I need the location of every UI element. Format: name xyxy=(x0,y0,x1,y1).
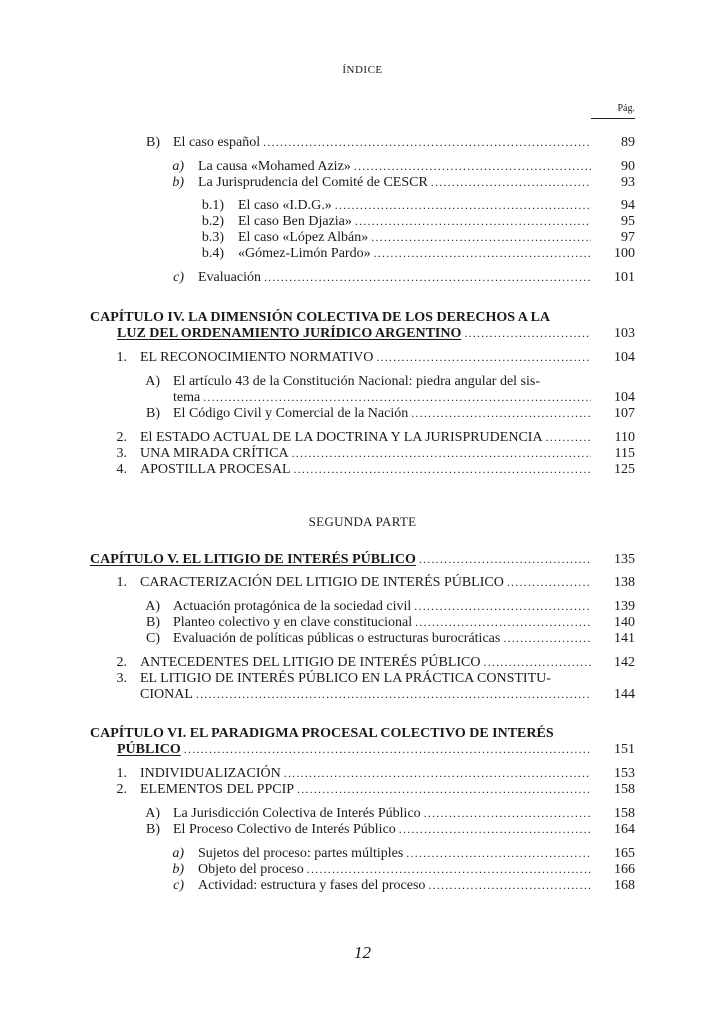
toc-entry-row xyxy=(198,174,593,191)
toc-entry xyxy=(0,877,725,894)
page-header: ÍNDICE xyxy=(342,64,383,76)
leader-dots xyxy=(184,741,591,758)
toc-entry-row xyxy=(173,614,593,631)
toc-entry-row xyxy=(173,805,593,822)
toc-entry-row xyxy=(198,158,593,175)
toc-entry-page: 168 xyxy=(614,878,635,893)
toc-entry-row xyxy=(117,741,593,758)
toc-entry-row xyxy=(173,630,593,647)
toc-entry-page: 142 xyxy=(614,655,635,670)
toc-entry-row xyxy=(198,845,593,862)
toc-entry-number: B) xyxy=(146,135,160,150)
toc-entry-number: 2. xyxy=(116,430,127,445)
toc-entry-row xyxy=(140,429,593,446)
leader-dots xyxy=(335,197,591,214)
toc-entry-row xyxy=(173,405,593,422)
toc-entry-text: La Jurisprudencia del Comité de CESCR xyxy=(198,175,428,190)
toc-entry-text: ELEMENTOS DEL PPCIP xyxy=(140,782,295,797)
leader-dots xyxy=(406,845,591,862)
toc-entry xyxy=(0,821,725,838)
page-column-rule xyxy=(591,118,635,119)
toc-entry-row xyxy=(117,325,593,342)
toc-entry-text-line1: EL LITIGIO DE INTERÉS PÚBLICO EN LA PRÁCTICA CONSTITU- xyxy=(140,671,551,686)
toc-entry xyxy=(0,861,725,878)
toc-entry-text: El Código Civil y Comercial de la Nación xyxy=(173,406,409,421)
toc-entry-page: 95 xyxy=(621,214,635,229)
toc-entry-text: Evaluación xyxy=(198,270,261,285)
toc-entry-page: 104 xyxy=(614,390,635,405)
toc-entry-number: B) xyxy=(146,615,160,630)
leader-dots xyxy=(263,134,591,151)
toc-entry-number: b) xyxy=(172,862,184,877)
leader-dots xyxy=(431,174,591,191)
toc-entry-page: 94 xyxy=(621,198,635,213)
chapter-heading-text: PÚBLICO xyxy=(117,742,181,757)
toc-entry-text: Planteo colectivo y en clave constitucional xyxy=(173,615,413,630)
toc-entry-row xyxy=(173,598,593,615)
leader-dots xyxy=(424,805,591,822)
toc-entry-row xyxy=(198,877,593,894)
toc-entry-number: 1. xyxy=(116,350,127,365)
toc-entry-page: 89 xyxy=(621,135,635,150)
toc-entry-number: b.2) xyxy=(201,214,224,229)
toc-entry-row xyxy=(238,197,593,214)
leader-dots xyxy=(292,445,591,462)
toc-entry xyxy=(0,229,725,246)
toc-entry xyxy=(0,349,725,366)
leader-dots xyxy=(411,405,591,422)
toc-entry-line1 xyxy=(0,373,725,390)
toc-entry-page: 165 xyxy=(614,846,635,861)
toc-entry-text: La causa «Mohamed Aziz» xyxy=(198,159,351,174)
toc-entry-row xyxy=(140,574,593,591)
toc-entry-number: a) xyxy=(172,846,184,861)
toc-entry xyxy=(0,598,725,615)
leader-dots xyxy=(355,213,591,230)
leader-dots xyxy=(399,821,591,838)
toc-entry-page: 140 xyxy=(614,615,635,630)
part-title: SEGUNDA PARTE xyxy=(308,514,417,529)
toc-entry-page: 97 xyxy=(621,230,635,245)
toc-entry-page: 139 xyxy=(614,599,635,614)
toc-entry xyxy=(0,686,725,703)
toc-entry-text: El caso Ben Djazia» xyxy=(238,214,352,229)
toc-entry-number: C) xyxy=(146,631,160,646)
toc-entry-page: 153 xyxy=(614,766,635,781)
page-number: 12 xyxy=(354,943,371,962)
toc-entry-text: APOSTILLA PROCESAL xyxy=(140,462,291,477)
leader-dots xyxy=(503,630,591,647)
leader-dots xyxy=(415,614,591,631)
toc-entry-page: 144 xyxy=(614,687,635,702)
toc-entry-text: El Proceso Colectivo de Interés Público xyxy=(173,822,396,837)
leader-dots xyxy=(284,765,591,782)
chapter-heading-text: CAPÍTULO V. EL LITIGIO DE INTERÉS PÚBLICO xyxy=(90,552,416,567)
toc-entry-number: A) xyxy=(145,599,160,614)
leader-dots xyxy=(196,686,591,703)
chapter-heading-line1: CAPÍTULO IV. LA DIMENSIÓN COLECTIVA DE LOS DERECHOS A LA xyxy=(90,310,551,325)
toc-entry-text: UNA MIRADA CRÍTICA xyxy=(140,446,289,461)
toc-entry-text: Actividad: estructura y fases del proceso xyxy=(198,878,426,893)
toc-entry xyxy=(0,461,725,478)
leader-dots xyxy=(264,269,591,286)
toc-entry-page: 107 xyxy=(614,406,635,421)
chapter-heading-text: LUZ DEL ORDENAMIENTO JURÍDICO ARGENTINO xyxy=(117,326,462,341)
toc-entry-text: ANTECEDENTES DEL LITIGIO DE INTERÉS PÚBLICO xyxy=(140,655,481,670)
toc-entry-page: 158 xyxy=(614,782,635,797)
toc-entry-row xyxy=(198,269,593,286)
toc-entry-number: 1. xyxy=(116,766,127,781)
toc-entry-page: 101 xyxy=(614,270,635,285)
toc-entry-text: Evaluación de políticas públicas o estructuras burocráticas xyxy=(173,631,501,646)
leader-dots xyxy=(484,654,592,671)
toc-entry-text: EL RECONOCIMIENTO NORMATIVO xyxy=(140,350,374,365)
leader-dots xyxy=(294,461,591,478)
toc-entry xyxy=(0,158,725,175)
page-column-label: Pág. xyxy=(617,103,635,114)
toc-entry-text: El caso español xyxy=(173,135,261,150)
leader-dots xyxy=(203,389,591,406)
toc-entry xyxy=(0,630,725,647)
toc-entry-number: B) xyxy=(146,822,160,837)
toc-entry-number: 3. xyxy=(116,446,127,461)
toc-entry-row xyxy=(140,445,593,462)
toc-entry-page: 110 xyxy=(614,430,635,445)
toc-entry-text: «Gómez-Limón Pardo» xyxy=(238,246,371,261)
toc-entry-number: c) xyxy=(173,878,184,893)
toc-entry xyxy=(0,389,725,406)
toc-entry xyxy=(0,134,725,151)
toc-entry-number: 1. xyxy=(116,575,127,590)
toc-entry xyxy=(0,551,725,568)
toc-entry xyxy=(0,781,725,798)
toc-entry-row xyxy=(90,551,593,568)
toc-entry xyxy=(0,325,725,342)
toc-entry-number: b.4) xyxy=(201,246,224,261)
toc-entry-text: tema xyxy=(173,390,201,405)
toc-entry-number: A) xyxy=(145,374,160,389)
toc-entry-number: b.1) xyxy=(201,198,224,213)
toc-entry-number: 3. xyxy=(116,671,127,686)
toc-entry-number: c) xyxy=(173,270,184,285)
leader-dots xyxy=(307,861,591,878)
toc-entry-page: 93 xyxy=(621,175,635,190)
toc-entry xyxy=(0,174,725,191)
toc-entry xyxy=(0,213,725,230)
toc-entry-page: 100 xyxy=(614,246,635,261)
toc-entry-row xyxy=(198,861,593,878)
toc-entry xyxy=(0,765,725,782)
toc-entry xyxy=(0,614,725,631)
toc-entry xyxy=(0,269,725,286)
leader-dots xyxy=(419,551,591,568)
toc-entry-number: 2. xyxy=(116,655,127,670)
toc-entry-row xyxy=(173,389,593,406)
toc-entry xyxy=(0,245,725,262)
toc-entry-text: La Jurisdicción Colectiva de Interés Público xyxy=(173,806,421,821)
toc-entry xyxy=(0,574,725,591)
toc-entry-number: A) xyxy=(145,806,160,821)
leader-dots xyxy=(428,877,591,894)
leader-dots xyxy=(354,158,591,175)
toc-entry-number: B) xyxy=(146,406,160,421)
toc-entry-row xyxy=(173,821,593,838)
toc-entry-row xyxy=(140,461,593,478)
leader-dots xyxy=(297,781,591,798)
leader-dots xyxy=(414,598,591,615)
toc-entry xyxy=(0,445,725,462)
leader-dots xyxy=(371,229,591,246)
toc-entry-row xyxy=(140,765,593,782)
toc-entry-number: 2. xyxy=(116,782,127,797)
toc-entry-text: El caso «I.D.G.» xyxy=(238,198,332,213)
toc-entry-text: CARACTERIZACIÓN DEL LITIGIO DE INTERÉS PÚBLICO xyxy=(140,575,504,590)
toc-entry-number: b.3) xyxy=(201,230,224,245)
toc-entry-page: 103 xyxy=(614,326,635,341)
toc-entry-page: 104 xyxy=(614,350,635,365)
toc-entry-page: 90 xyxy=(621,159,635,174)
toc-entry xyxy=(0,805,725,822)
toc-entry-text: El ESTADO ACTUAL DE LA DOCTRINA Y LA JURISPRUDENCIA xyxy=(140,430,543,445)
toc-entry-row xyxy=(238,229,593,246)
toc-entry-text: Objeto del proceso xyxy=(198,862,304,877)
toc-entry xyxy=(0,197,725,214)
toc-entry xyxy=(0,429,725,446)
toc-entry-page: 115 xyxy=(614,446,635,461)
toc-entry-page: 138 xyxy=(614,575,635,590)
toc-entry-line1 xyxy=(0,670,725,687)
toc-entry-row xyxy=(173,134,593,151)
toc-entry-row xyxy=(140,686,593,703)
toc-entry-page: 125 xyxy=(614,462,635,477)
toc-entry xyxy=(0,405,725,422)
toc-entry-row xyxy=(140,781,593,798)
toc-entry-page: 158 xyxy=(614,806,635,821)
leader-dots xyxy=(507,574,591,591)
toc-entry-number: b) xyxy=(172,175,184,190)
toc-entry-page: 166 xyxy=(614,862,635,877)
toc-entry-number: 4. xyxy=(116,462,127,477)
toc-entry-page: 135 xyxy=(614,552,635,567)
toc-entry-page: 164 xyxy=(614,822,635,837)
toc-entry-text: INDIVIDUALIZACIÓN xyxy=(140,766,281,781)
toc-entry-text: CIONAL xyxy=(140,687,193,702)
chapter-heading-line1: CAPÍTULO VI. EL PARADIGMA PROCESAL COLECTIVO DE INTERÉS xyxy=(90,726,554,741)
toc-entry-row xyxy=(140,349,593,366)
toc-entry xyxy=(0,845,725,862)
toc-entry-text: El caso «López Albán» xyxy=(238,230,369,245)
toc-entry xyxy=(0,741,725,758)
toc-entry-text-line1: El artículo 43 de la Constitución Nacional: piedra angular del sis- xyxy=(173,374,541,389)
toc-entry-page: 151 xyxy=(614,742,635,757)
leader-dots xyxy=(464,325,591,342)
leader-dots xyxy=(376,349,591,366)
toc-entry-row xyxy=(238,213,593,230)
toc-entry-row xyxy=(238,245,593,262)
toc-entry-text: Sujetos del proceso: partes múltiples xyxy=(198,846,404,861)
toc-entry xyxy=(0,654,725,671)
toc-entry-row xyxy=(140,654,593,671)
toc-entry-text: Actuación protagónica de la sociedad civil xyxy=(173,599,412,614)
toc-entry-number: a) xyxy=(172,159,184,174)
leader-dots xyxy=(374,245,591,262)
toc-entry-page: 141 xyxy=(614,631,635,646)
leader-dots xyxy=(546,429,591,446)
